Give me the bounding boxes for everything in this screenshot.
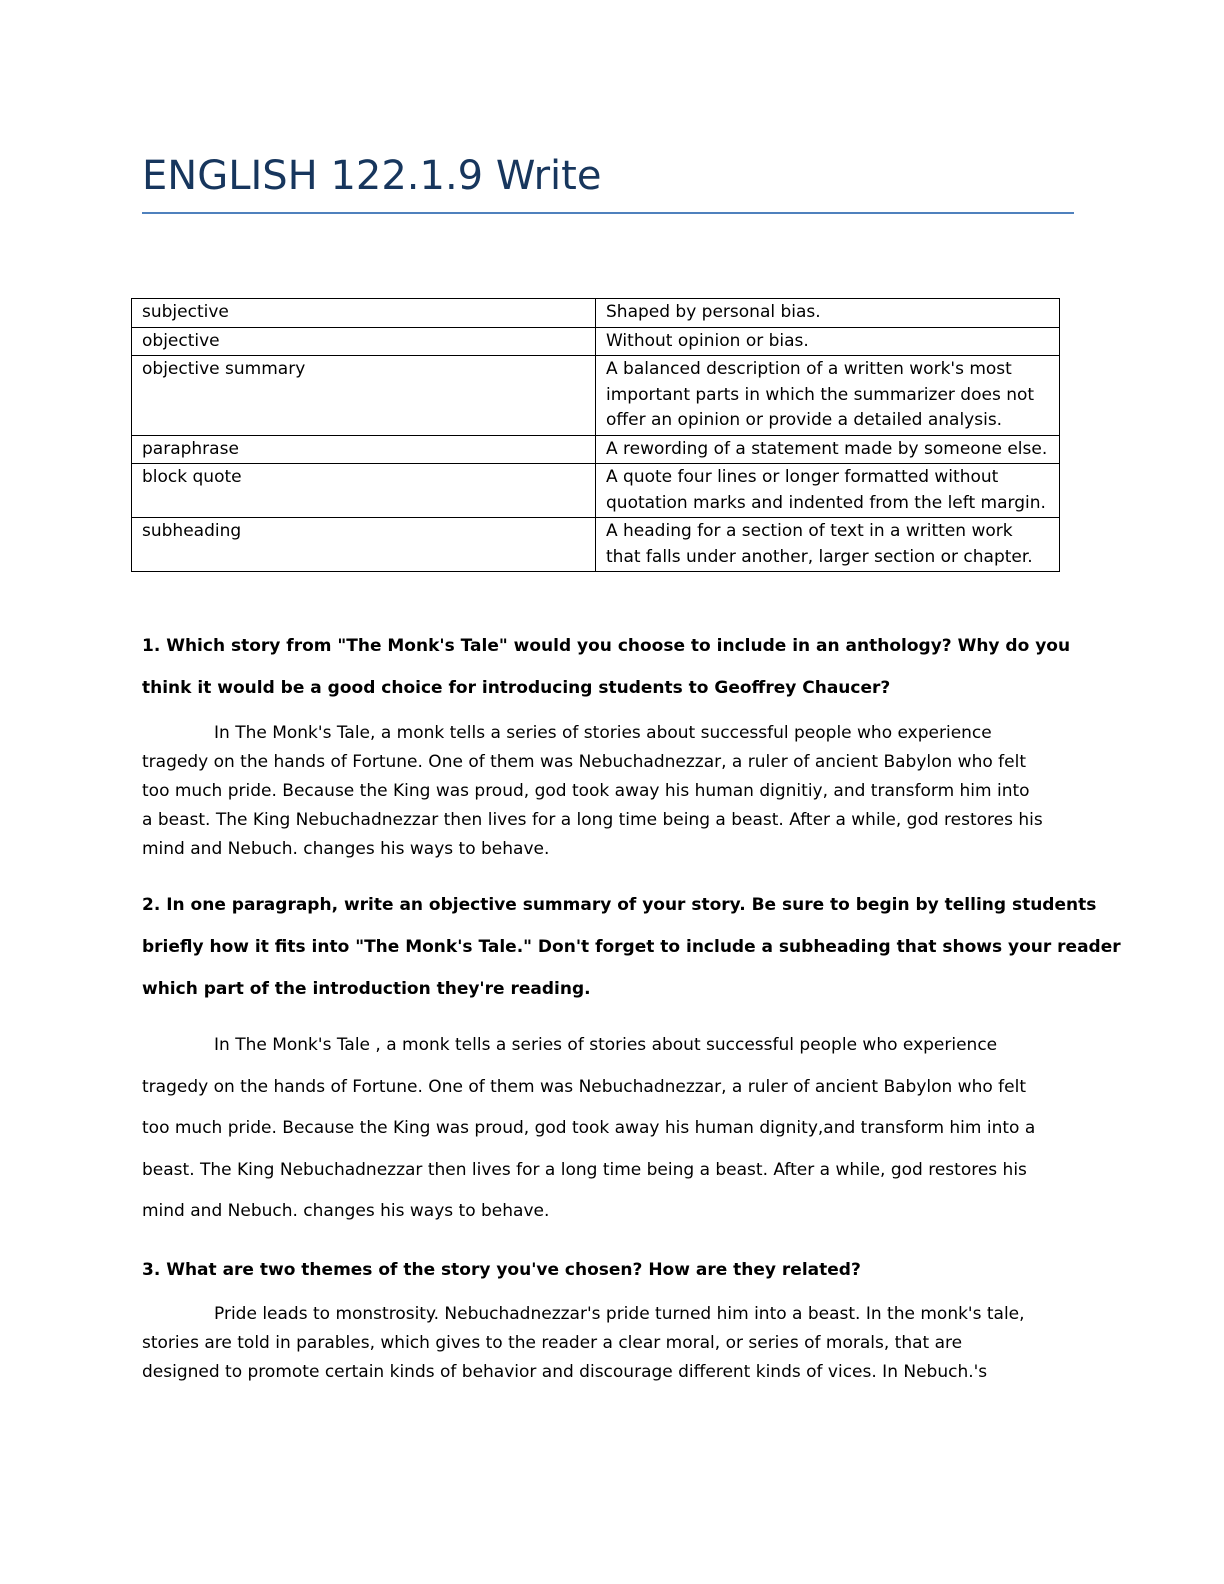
answer-line: tragedy on the hands of Fortune. One of them was Nebuchadnezzar, a ruler of ancient Babylon who felt	[142, 752, 1026, 772]
question-line: which part of the introduction they're reading.	[142, 979, 591, 999]
question-3	[142, 1249, 1072, 1291]
page-title: ENGLISH 122.1.9 Write	[142, 153, 602, 199]
answer-line: designed to promote certain kinds of behavior and discourage different kinds of vices. In Nebuch.'s	[142, 1362, 988, 1382]
term-cell: block quote	[132, 464, 596, 518]
answer-line: a beast. The King Nebuchadnezzar then lives for a long time being a beast. After a while, god restores his	[142, 810, 1043, 830]
answer-3	[142, 1300, 1074, 1387]
question-1	[142, 625, 1072, 709]
term-cell: subheading	[132, 518, 596, 572]
answer-line: too much pride. Because the King was proud, god took away his human dignitiy, and transform him into	[142, 781, 1030, 801]
answer-1	[142, 719, 1074, 864]
title-underline	[142, 212, 1074, 214]
definition-cell: A heading for a section of text in a written work that falls under another, larger section or chapter.	[596, 518, 1060, 572]
question-line: 3. What are two themes of the story you've chosen? How are they related?	[142, 1260, 861, 1280]
term-cell: objective summary	[132, 356, 596, 436]
question-line: briefly how it fits into "The Monk's Tale." Don't forget to include a subheading that shows your reader	[142, 937, 1121, 957]
table-row	[132, 299, 1060, 328]
answer-line: Pride leads to monstrosity. Nebuchadnezzar's pride turned him into a beast. In the monk's tale,	[214, 1304, 1025, 1324]
definition-cell: Shaped by personal bias.	[596, 299, 1060, 328]
answer-line: beast. The King Nebuchadnezzar then lives for a long time being a beast. After a while, god restores his	[142, 1159, 1027, 1180]
answer-line: In The Monk's Tale, a monk tells a series of stories about successful people who experience	[214, 723, 992, 743]
table-row	[132, 356, 1060, 436]
definition-cell: A quote four lines or longer formatted without quotation marks and indented from the left margin.	[596, 464, 1060, 518]
definition-cell: Without opinion or bias.	[596, 327, 1060, 356]
definition-cell: A balanced description of a written work's most important parts in which the summarizer does not offer an opinion or provide a detailed analysis.	[596, 356, 1060, 436]
answer-line: tragedy on the hands of Fortune. One of them was Nebuchadnezzar, a ruler of ancient Babylon who felt	[142, 1076, 1026, 1097]
term-cell: objective	[132, 327, 596, 356]
term-cell: paraphrase	[132, 435, 596, 464]
question-line: think it would be a good choice for introducing students to Geoffrey Chaucer?	[142, 678, 891, 698]
answer-line: mind and Nebuch. changes his ways to behave.	[142, 839, 550, 859]
answer-line: mind and Nebuch. changes his ways to behave.	[142, 1201, 550, 1221]
question-line: 2. In one paragraph, write an objective summary of your story. Be sure to begin by telling students	[142, 895, 1097, 915]
answer-line: too much pride. Because the King was proud, god took away his human dignity,and transform him into a	[142, 1118, 1036, 1138]
table-row	[132, 464, 1060, 518]
answer-2	[142, 1025, 1074, 1233]
glossary-table	[131, 298, 1060, 572]
definition-cell: A rewording of a statement made by someone else.	[596, 435, 1060, 464]
answer-line: In The Monk's Tale , a monk tells a series of stories about successful people who experience	[214, 1035, 998, 1055]
question-2	[142, 884, 1121, 1010]
table-row	[132, 518, 1060, 572]
term-cell: subjective	[132, 299, 596, 328]
table-row	[132, 327, 1060, 356]
question-line: 1. Which story from "The Monk's Tale" would you choose to include in an anthology? Why do you	[142, 636, 1071, 656]
table-row	[132, 435, 1060, 464]
answer-line: stories are told in parables, which gives to the reader a clear moral, or series of morals, that are	[142, 1333, 963, 1353]
